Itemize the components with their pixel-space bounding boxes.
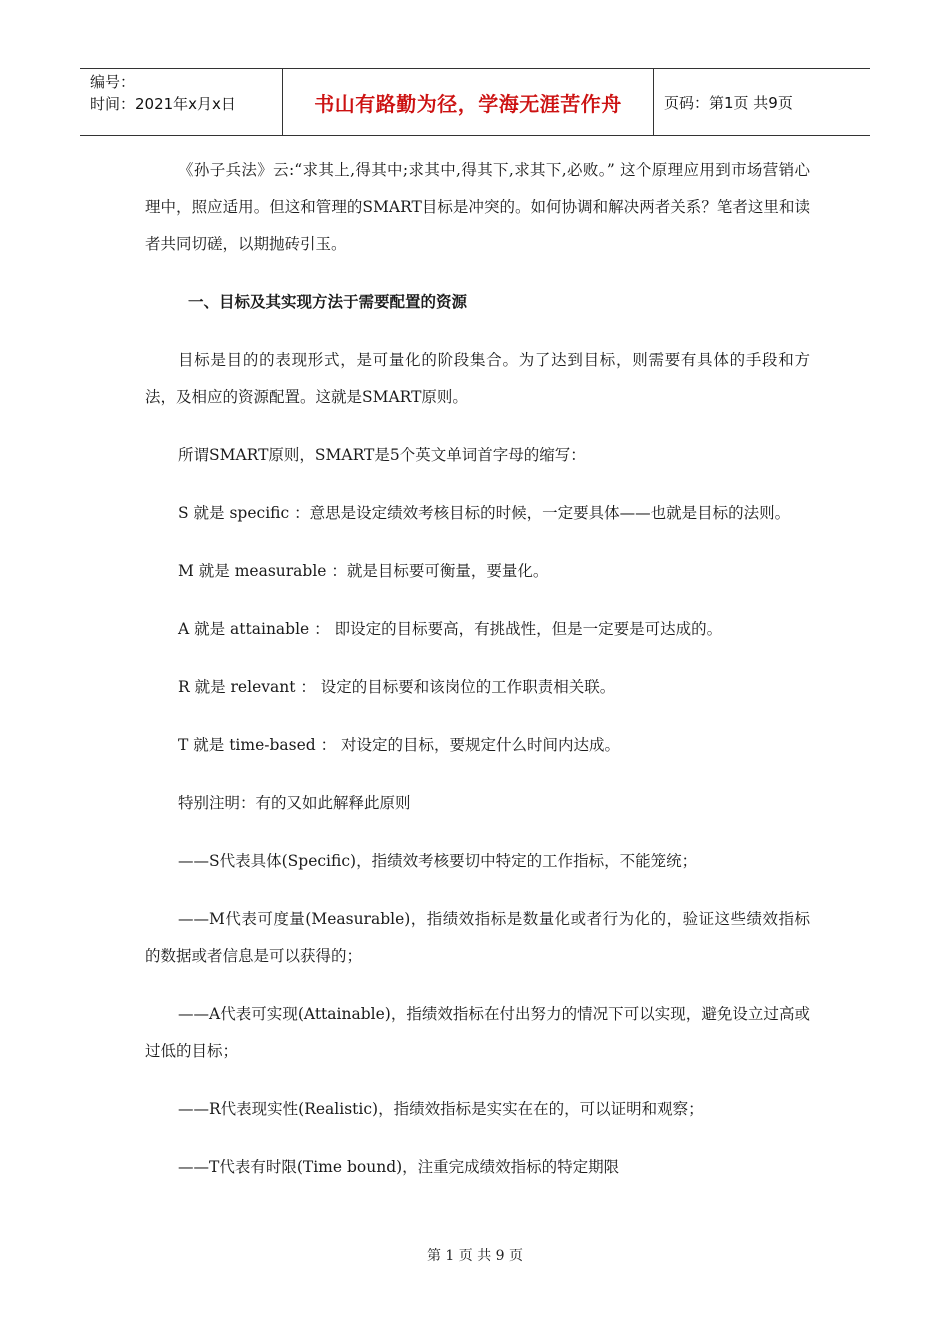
smart-t-line: T 就是 time-based ： 对设定的目标，要规定什么时间内达成。 [178, 736, 621, 754]
smart-a-line: A 就是 attainable ： 即设定的目标要高，有挑战性，但是一定要是可达成的。 [178, 620, 723, 638]
smart-r-line: R 就是 relevant ： 设定的目标要和该岗位的工作职责相关联。 [178, 678, 616, 696]
header-meta [80, 69, 282, 135]
intro-paragraph: 《孙子兵法》云:“求其上,得其中;求其中,得其下,求其下,必败。” 这个原理应用到市场营销心理中，照应适用。但这和管理的SMART目标是冲突的。如何协调和解决两者关系？笔者这里和读者共同切磋，以期抛砖引玉。 [145, 161, 810, 253]
header-time-label: 时间：2021年x月x日 [90, 95, 236, 113]
definition-time-bound: ——T代表有时限(Time bound)，注重完成绩效指标的特定期限 [178, 1158, 620, 1176]
paragraph-goal-definition: 目标是目的的表现形式，是可量化的阶段集合。为了达到目标，则需要有具体的手段和方法，及相应的资源配置。这就是SMART原则。 [145, 351, 810, 406]
document-body [145, 152, 810, 1207]
special-note: 特别注明：有的又如此解释此原则 [178, 794, 411, 812]
smart-m-line: M 就是 measurable ：就是目标要可衡量，要量化。 [178, 562, 549, 580]
definition-attainable: ——A代表可实现(Attainable)，指绩效指标在付出努力的情况下可以实现，避免设立过高或过低的目标； [145, 1005, 810, 1060]
document-header [80, 68, 870, 136]
header-number-label: 编号： [90, 73, 136, 91]
page-footer: 第 1 页 共 9 页 [426, 1248, 524, 1264]
section-heading: 一、目标及其实现方法于需要配置的资源 [188, 293, 468, 311]
smart-s-line: S 就是 specific ：意思是设定绩效考核目标的时候，一定要具体——也就是目标的法则。 [178, 504, 791, 522]
definition-measurable: ——M代表可度量(Measurable)，指绩效指标是数量化或者行为化的，验证这些绩效指标的数据或者信息是可以获得的； [145, 910, 810, 965]
header-page-info: 页码：第1页 共9页 [664, 93, 793, 112]
paragraph-smart-intro: 所谓SMART原则，SMART是5个英文单词首字母的缩写： [178, 446, 586, 464]
definition-realistic: ——R代表现实性(Realistic)，指绩效指标是实实在在的，可以证明和观察； [178, 1100, 704, 1118]
header-motto: 书山有路勤为径，学海无涯苦作舟 [282, 69, 654, 135]
definition-specific: ——S代表具体(Specific)，指绩效考核要切中特定的工作指标，不能笼统； [178, 852, 698, 870]
